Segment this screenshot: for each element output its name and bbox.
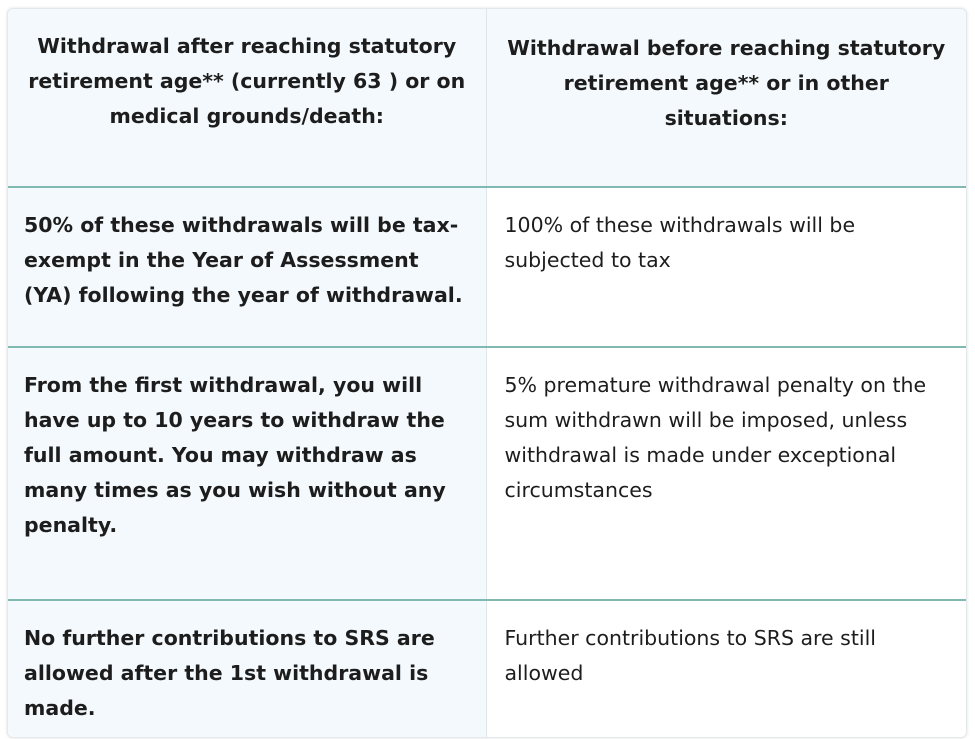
header-after-retirement-age: Withdrawal after reaching statutory retirement age** (currently 63 ) or on medical grounds/death: [8,9,486,187]
table-row [8,187,966,347]
cell-full-tax: 100% of these withdrawals will be subjected to tax [486,187,966,347]
table-row [8,347,966,600]
srs-withdrawal-table [8,9,966,738]
srs-withdrawal-table-container [7,8,967,738]
cell-withdrawal-period: From the first withdrawal, you will have up to 10 years to withdraw the full amount. You may withdraw as many times as you wish without any penalty. [8,347,486,600]
cell-no-further-contributions: No further contributions to SRS are allowed after the 1st withdrawal is made. [8,600,486,738]
table-header-row [8,9,966,187]
cell-premature-penalty: 5% premature withdrawal penalty on the sum withdrawn will be imposed, unless withdrawal is made under exceptional circumstances [486,347,966,600]
table-row [8,600,966,738]
cell-contributions-allowed: Further contributions to SRS are still allowed [486,600,966,738]
cell-tax-exemption: 50% of these withdrawals will be tax-exempt in the Year of Assessment (YA) following the year of withdrawal. [8,187,486,347]
header-before-retirement-age: Withdrawal before reaching statutory retirement age** or in other situations: [486,9,966,187]
